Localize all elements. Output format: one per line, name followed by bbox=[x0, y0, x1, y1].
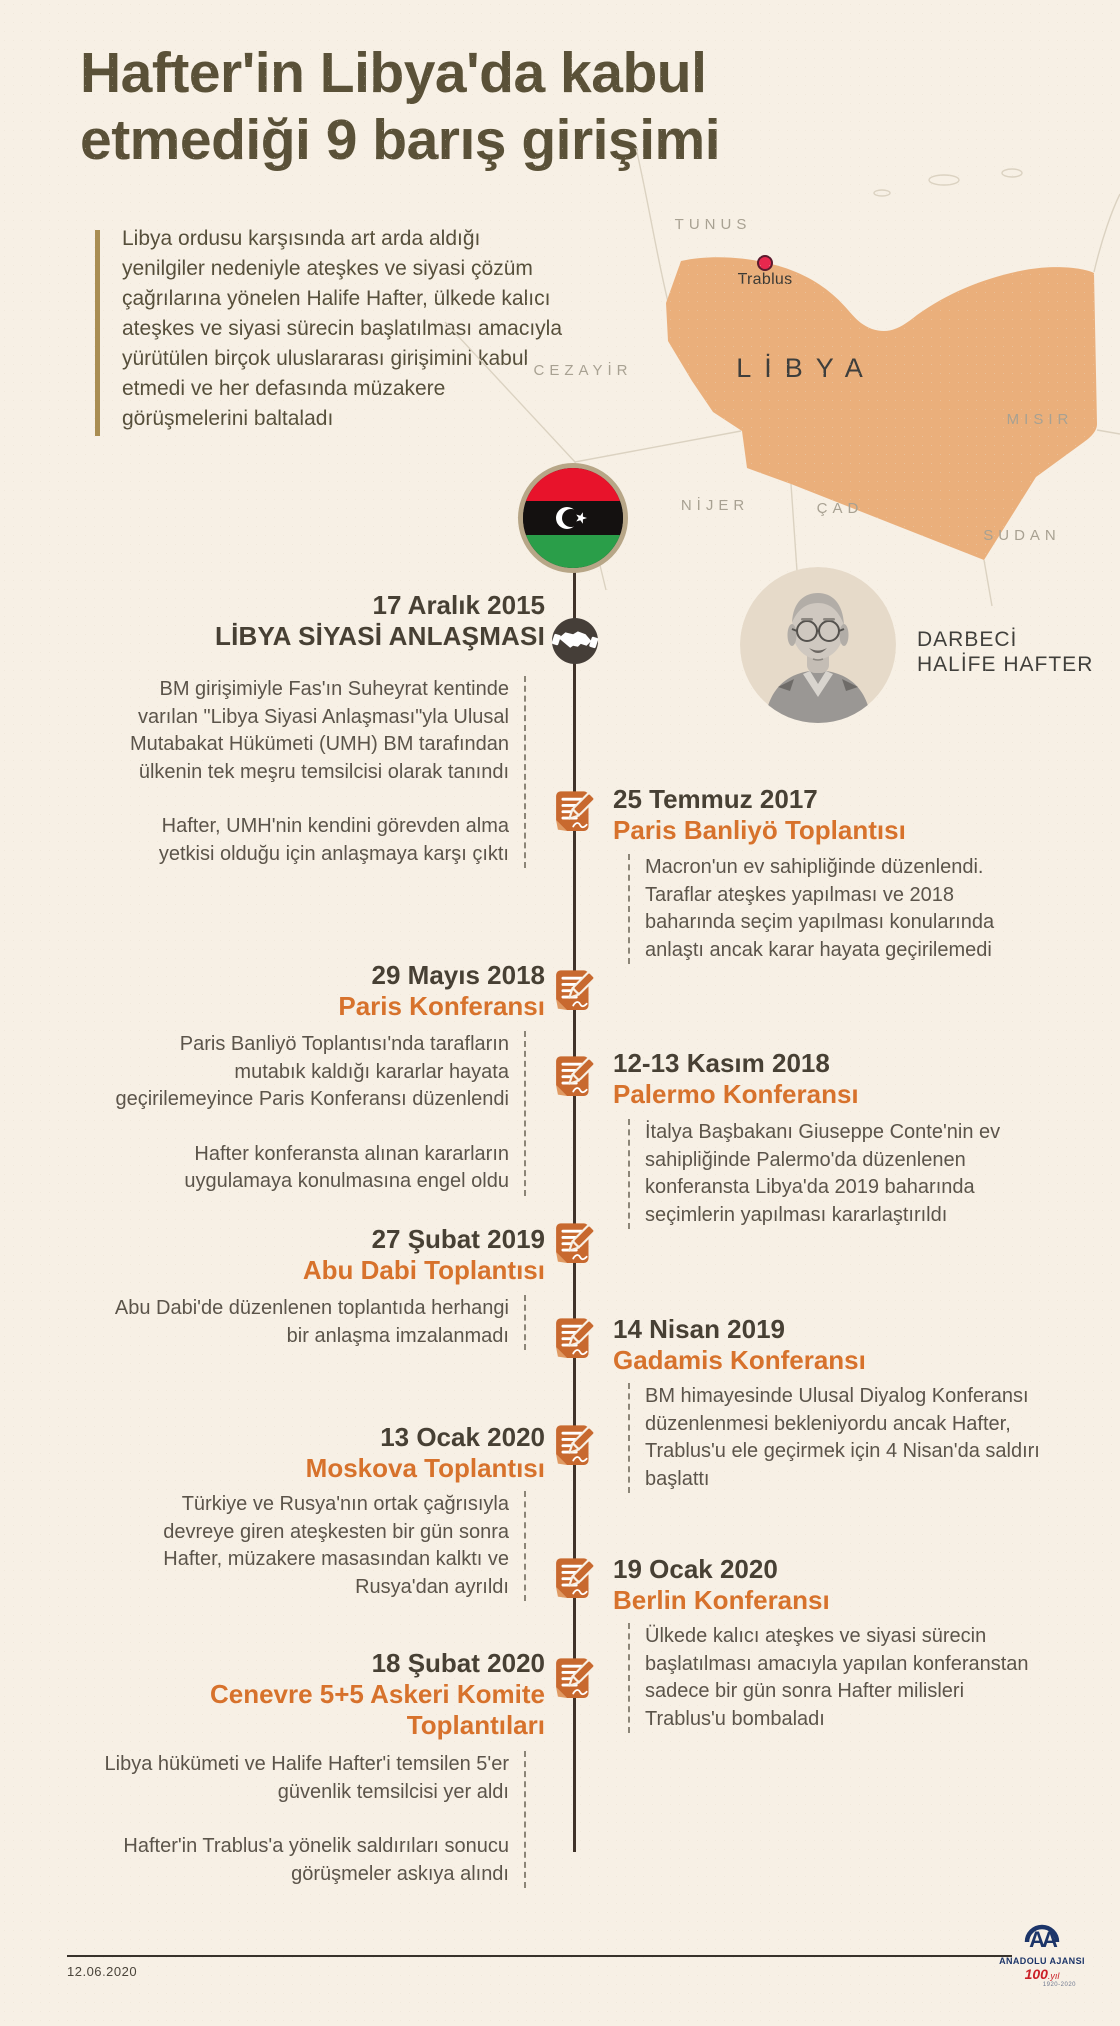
timeline-entry-7-body bbox=[114, 1491, 526, 1601]
entry-date: 27 Şubat 2019 bbox=[371, 1224, 545, 1254]
entry-date: 29 Mayıs 2018 bbox=[371, 960, 545, 990]
timeline-entry-4-body bbox=[628, 1119, 1043, 1229]
entry-paragraph: İtalya Başbakanı Giuseppe Conte'nin ev sahipliğinde Palermo'da düzenlenen konferansta Libya'da 2019 baharında seçimlerin yapılması kararlaştırıldı bbox=[645, 1121, 1001, 1226]
map-island bbox=[929, 175, 959, 185]
entry-paragraph: Ülkede kalıcı ateşkes ve siyasi sürecin başlatılması amacıyla yapılan konferanstan sadece bir gün sonra Hafter milisleri Trablus'u bombaladı bbox=[645, 1625, 1029, 1730]
map-label-tunus: TUNUS bbox=[674, 216, 752, 233]
map-island bbox=[1002, 169, 1022, 177]
entry-paragraph: BM girişimiyle Fas'ın Suheyrat kentinde varılan "Libya Siyasi Anlaşması"yla Ulusal Mutabakat Hükümeti (UMH) BM tarafından ülkenin tek meşru temsilcisi olarak tanındı bbox=[129, 678, 509, 783]
entry-title: Cenevre 5+5 Askeri Komite Toplantıları bbox=[209, 1679, 545, 1740]
timeline-entry-1-header bbox=[125, 590, 545, 652]
document-pen-icon bbox=[548, 1313, 602, 1367]
timeline-entry-2-body bbox=[628, 854, 1043, 964]
entry-date: 12-13 Kasım 2018 bbox=[613, 1048, 830, 1078]
entry-title: Gadamis Konferansı bbox=[613, 1345, 866, 1375]
entry-title: Palermo Konferansı bbox=[613, 1079, 859, 1109]
entry-paragraph: Abu Dabi'de düzenlenen toplantıda herhangi bir anlaşma imzalanmadı bbox=[114, 1297, 509, 1347]
map-label-misir: MISIR bbox=[1006, 411, 1074, 428]
svg-text:AA: AA bbox=[1029, 1927, 1055, 1950]
timeline-entry-1-body bbox=[114, 676, 526, 868]
timeline-entry-6-body bbox=[628, 1383, 1043, 1493]
map-border-tunisia bbox=[636, 148, 668, 302]
intro-paragraph: Libya ordusu karşısında art arda aldığı yenilgiler nedeniyle ateşkes ve siyasi çözüm çağrılarına yönelen Halife Hafter, ülkede kalıcı ateşkes ve siyasi sürecin başlatılması amacıyla yürütülen birçok uluslararası girişimini kabul etmedi ve her defasında müzakere görüşmelerini baltaladı bbox=[122, 227, 563, 430]
entry-date: 14 Nisan 2019 bbox=[613, 1314, 786, 1344]
page-title-line2: etmediği 9 barış girişimi bbox=[80, 108, 721, 172]
timeline-entry-8-header bbox=[613, 1554, 1083, 1616]
entry-paragraph: BM himayesinde Ulusal Diyalog Konferansı düzenlenmesi bekleniyordu ancak Hafter, Trablus'u ele geçirmek için 4 Nisan'da saldırı başlattı bbox=[645, 1385, 1040, 1490]
entry-title: Berlin Konferansı bbox=[613, 1585, 830, 1615]
timeline-entry-3-header bbox=[125, 960, 545, 1022]
map-label-trablus: Trablus bbox=[737, 271, 793, 288]
entry-paragraph: Hafter'in Trablus'a yönelik saldırıları sonucu görüşmeler askıya alındı bbox=[123, 1835, 509, 1885]
entry-date: 13 Ocak 2020 bbox=[380, 1422, 545, 1452]
entry-paragraph: Macron'un ev sahipliğinde düzenlendi. Taraflar ateşkes yapılması ve 2018 baharında seçim yapılması konularında anlaştı ancak karar hayata geçirilemedi bbox=[645, 856, 995, 961]
aa-emblem-icon bbox=[1022, 1916, 1062, 1950]
libya-flag-icon bbox=[518, 463, 628, 573]
intro-accent-bar bbox=[95, 230, 100, 436]
timeline-entry-9-header bbox=[205, 1648, 545, 1741]
entry-date: 17 Aralık 2015 bbox=[372, 590, 545, 620]
anadolu-agency-logo bbox=[998, 1916, 1086, 1988]
document-pen-icon bbox=[548, 1653, 602, 1707]
timeline-entry-4-header bbox=[613, 1048, 1083, 1110]
document-pen-icon bbox=[548, 1051, 602, 1105]
entry-title: LİBYA SİYASİ ANLAŞMASI bbox=[215, 621, 545, 651]
footer-divider bbox=[67, 1955, 1012, 1957]
agency-name: ANADOLU AJANSI bbox=[999, 1956, 1085, 1966]
entry-title: Paris Konferansı bbox=[338, 991, 545, 1021]
entry-paragraph: Türkiye ve Rusya'nın ortak çağrısıyla devreye giren ateşkesten bir gün sonra Hafter, müzakere masasından kalktı ve Rusya'dan ayrıldı bbox=[163, 1493, 509, 1598]
document-pen-icon bbox=[548, 965, 602, 1019]
document-pen-icon bbox=[548, 1420, 602, 1474]
libya-flag-graphic bbox=[523, 468, 623, 568]
entry-paragraph: Hafter konferansta alınan kararların uygulamaya konulmasına engel oldu bbox=[184, 1142, 509, 1192]
entry-paragraph: Paris Banliyö Toplantısı'nda tarafların mutabık kaldığı kararlar hayata geçirilemeyince Paris Konferansı düzenlendi bbox=[115, 1033, 509, 1110]
centennial-years: 1920-2020 bbox=[1042, 1982, 1076, 1988]
entry-date: 25 Temmuz 2017 bbox=[613, 784, 818, 814]
map-border-egypt-coast bbox=[1094, 194, 1120, 272]
hafter-portrait bbox=[740, 567, 896, 723]
timeline-entry-2-header bbox=[613, 784, 1083, 846]
centennial-number: 100 bbox=[1024, 1966, 1048, 1982]
timeline-entry-5-header bbox=[125, 1224, 545, 1286]
map-label-nijer: NİJER bbox=[680, 497, 750, 514]
timeline-entry-8-body bbox=[628, 1623, 1043, 1733]
centennial-suffix: .yıl bbox=[1047, 1971, 1060, 1981]
portrait-caption-line2: HALİFE HAFTER bbox=[917, 653, 1094, 676]
entry-date: 18 Şubat 2020 bbox=[371, 1648, 545, 1678]
handshake-icon bbox=[551, 617, 599, 665]
map-label-cad: ÇAD bbox=[816, 500, 864, 517]
page-title-line1: Hafter'in Libya'da kabul bbox=[80, 41, 707, 105]
timeline-entry-3-body bbox=[114, 1031, 526, 1196]
centennial-mark bbox=[998, 1968, 1086, 1982]
publication-date: 12.06.2020 bbox=[67, 1964, 138, 1979]
timeline-entry-9-body bbox=[79, 1751, 526, 1888]
libya-country-shape bbox=[666, 257, 1097, 560]
entry-title: Abu Dabi Toplantısı bbox=[302, 1255, 545, 1285]
map-island bbox=[874, 190, 890, 196]
timeline-entry-5-body bbox=[114, 1295, 526, 1350]
document-pen-icon bbox=[548, 1218, 602, 1272]
entry-date: 19 Ocak 2020 bbox=[613, 1554, 778, 1584]
map-border-egypt-sudan bbox=[1097, 430, 1120, 434]
entry-title: Paris Banliyö Toplantısı bbox=[613, 815, 906, 845]
map-label-cezayir: CEZAYİR bbox=[533, 362, 633, 379]
map-border-chad-sudan bbox=[984, 560, 992, 606]
timeline-entry-7-header bbox=[125, 1422, 545, 1484]
map-label-libya: LİBYA bbox=[736, 353, 876, 383]
trablus-marker-dot bbox=[758, 256, 772, 270]
timeline-entry-6-header bbox=[613, 1314, 1083, 1376]
map-label-sudan: SUDAN bbox=[983, 527, 1061, 544]
document-pen-icon bbox=[548, 1553, 602, 1607]
entry-paragraph: Libya hükümeti ve Halife Hafter'i temsilen 5'er güvenlik temsilcisi yer aldı bbox=[104, 1753, 509, 1803]
entry-paragraph: Hafter, UMH'nin kendini görevden alma yetkisi olduğu için anlaşmaya karşı çıktı bbox=[158, 815, 509, 865]
portrait-caption-line1: DARBECİ bbox=[917, 628, 1018, 651]
entry-title: Moskova Toplantısı bbox=[305, 1453, 545, 1483]
document-pen-icon bbox=[548, 786, 602, 840]
portrait-caption bbox=[917, 627, 1120, 677]
